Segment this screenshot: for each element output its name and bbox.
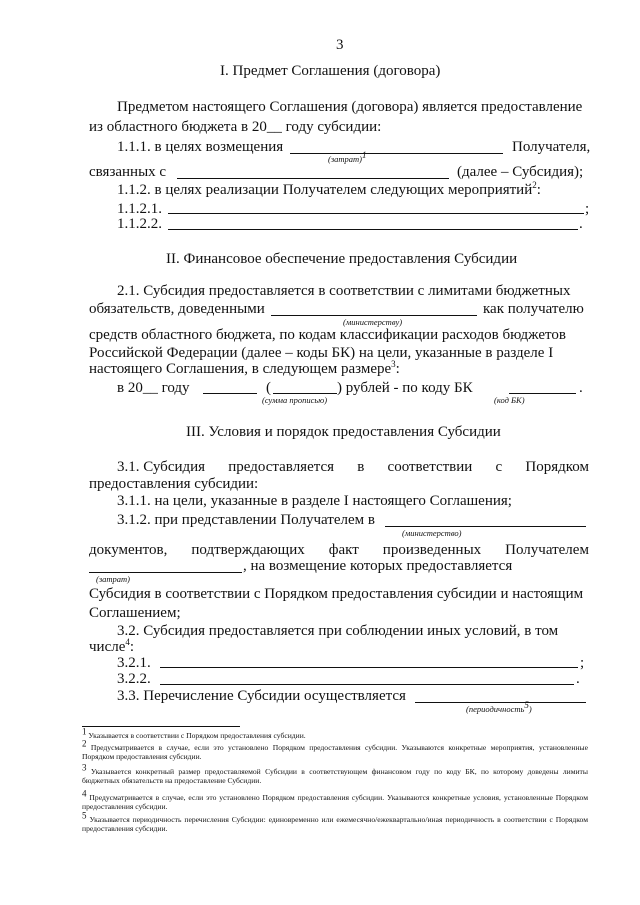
label-kbk: (код БК) xyxy=(494,395,525,405)
footnote-1: $^1$ Указывается в соответствии с Порядком предоставления субсидии. xyxy=(82,726,306,740)
label-sum-in-words: (сумма прописью) xyxy=(262,395,328,405)
ministry2-blank xyxy=(385,526,586,527)
paragraph-2-1-line-1: 2.1. Субсидия предоставляется в соответствии с лимитами бюджетных xyxy=(117,283,571,299)
item-3-2-2-label: 3.2.2. xyxy=(117,671,151,687)
documents-line-2: , на возмещение которых предоставляется xyxy=(243,558,513,574)
item-1-1-2-1-blank xyxy=(168,213,584,214)
connected-with-label: связанных с xyxy=(89,164,167,180)
section-1-title: I. Предмет Соглашения (договора) xyxy=(220,63,441,79)
paragraph-2-1-line-2-suffix: как получателю xyxy=(483,301,584,317)
page-number: 3 xyxy=(336,37,344,53)
footnote-2: $^2$ Предусматривается в случае, если это установлено Порядком предоставления субсидии. Указываются конкретные мероприятия, установленные Порядком предоставления субсидии. xyxy=(82,738,588,762)
footnote-3: $^3$ Указывается конкретный размер предоставляемой Субсидии в соответствующем финансовом году по коду БК, по которому доведены лимиты бюджетных обязательств на предоставление Субсидии. xyxy=(82,762,588,786)
documents-line-4: Соглашением; xyxy=(89,605,181,621)
footnote-5: $^5$ Указывается периодичность перечисления Субсидии: единовременно или ежемесячно/ежеквартально/иная периодичность в соответствии с Порядком предоставления субсидии. xyxy=(82,810,588,834)
item-1-1-2-1-label: 1.1.2.1. xyxy=(117,201,162,217)
ministry-blank xyxy=(271,315,477,316)
amount-open-paren: ( xyxy=(266,380,271,396)
item-3-1-2-label: 3.1.2. при представлении Получателем в xyxy=(117,512,375,528)
paragraph-1-line-1: Предметом настоящего Соглашения (договора) является предоставление xyxy=(117,99,583,115)
amount-rub-label: ) рублей - по коду БК xyxy=(337,380,473,396)
kbk-blank xyxy=(509,393,576,394)
periodicity-blank xyxy=(415,702,586,703)
item-1-1-2-2-label: 1.1.2.2. xyxy=(117,216,162,232)
paragraph-2-1-line-2-label: обязательств, доведенными xyxy=(89,301,265,317)
label-zatrat-2: (затрат) xyxy=(96,574,131,584)
amount-words-blank xyxy=(273,393,337,394)
label-zatrat: (затрат)$^1$ xyxy=(328,150,367,164)
footnote-separator xyxy=(82,726,240,727)
item-1-1-2-1-end: ; xyxy=(585,201,590,217)
connected-with-blank xyxy=(177,178,449,179)
item-3-3-label: 3.3. Перечисление Субсидии осуществляется xyxy=(117,688,406,704)
paragraph-3-1-line-2: предоставления субсидии: xyxy=(89,476,259,492)
item-1-1-1-label: 1.1.1. в целях возмещения xyxy=(117,139,284,155)
zatrat2-blank xyxy=(89,572,242,573)
item-1-1-2-2-blank xyxy=(168,229,578,230)
item-1-1-2: 1.1.2. в целях реализации Получателем следующих мероприятий$^2$: xyxy=(117,180,541,198)
documents-line-3: Субсидия в соответствии с Порядком предоставления субсидии и настоящим xyxy=(89,586,584,602)
section-3-title: III. Условия и порядок предоставления Субсидии xyxy=(186,424,501,440)
connected-with-suffix: (далее – Субсидия); xyxy=(457,164,584,180)
paragraph-2-1-line-5: настоящего Соглашения, в следующем размере$^3$: xyxy=(89,359,400,377)
paragraph-3-2-line-1: 3.2. Субсидия предоставляется при соблюдении иных условий, в том xyxy=(117,623,559,639)
item-3-2-1-label: 3.2.1. xyxy=(117,655,151,671)
item-1-1-1-blank xyxy=(290,153,503,154)
footnote-4: $^4$ Предусматривается в случае, если это установлено Порядком предоставления субсидии. Указываются конкретные условия, установленные Порядком предоставления субсидии. xyxy=(82,788,589,812)
item-1-1-1-suffix: Получателя, xyxy=(512,139,591,155)
item-3-2-2-blank xyxy=(160,684,574,685)
paragraph-3-2-line-2: числе$^4$: xyxy=(89,637,135,655)
section-2-title: II. Финансовое обеспечение предоставления Субсидии xyxy=(166,251,518,267)
documents-line-1: документов, подтверждающих факт произведенных Получателем xyxy=(89,542,589,558)
paragraph-3-1-line-1: 3.1. Субсидия предоставляется в соответствии с Порядком xyxy=(117,459,589,475)
item-3-2-1-end: ; xyxy=(580,655,585,671)
paragraph-2-1-line-3: средств областного бюджета, по кодам классификации расходов бюджетов xyxy=(89,327,566,343)
label-periodicity: (периодичность$^5$) xyxy=(466,700,532,714)
paragraph-1-line-2: из областного бюджета в 20__ году субсидии: xyxy=(89,119,382,135)
item-3-1-1: 3.1.1. на цели, указанные в разделе I настоящего Соглашения; xyxy=(117,493,512,509)
label-ministry-2: (министерство) xyxy=(402,528,462,538)
amount-year-label: в 20__ году xyxy=(117,380,190,396)
paragraph-2-1-line-4: Российской Федерации (далее – коды БК) на цели, указанные в разделе I xyxy=(89,345,554,361)
item-3-2-1-blank xyxy=(160,667,578,668)
label-ministry: (министерству) xyxy=(343,317,403,327)
item-3-2-2-end: . xyxy=(576,671,580,687)
amount-end: . xyxy=(579,380,583,396)
amount-digits-blank xyxy=(203,393,257,394)
item-1-1-2-2-end: . xyxy=(579,216,583,232)
